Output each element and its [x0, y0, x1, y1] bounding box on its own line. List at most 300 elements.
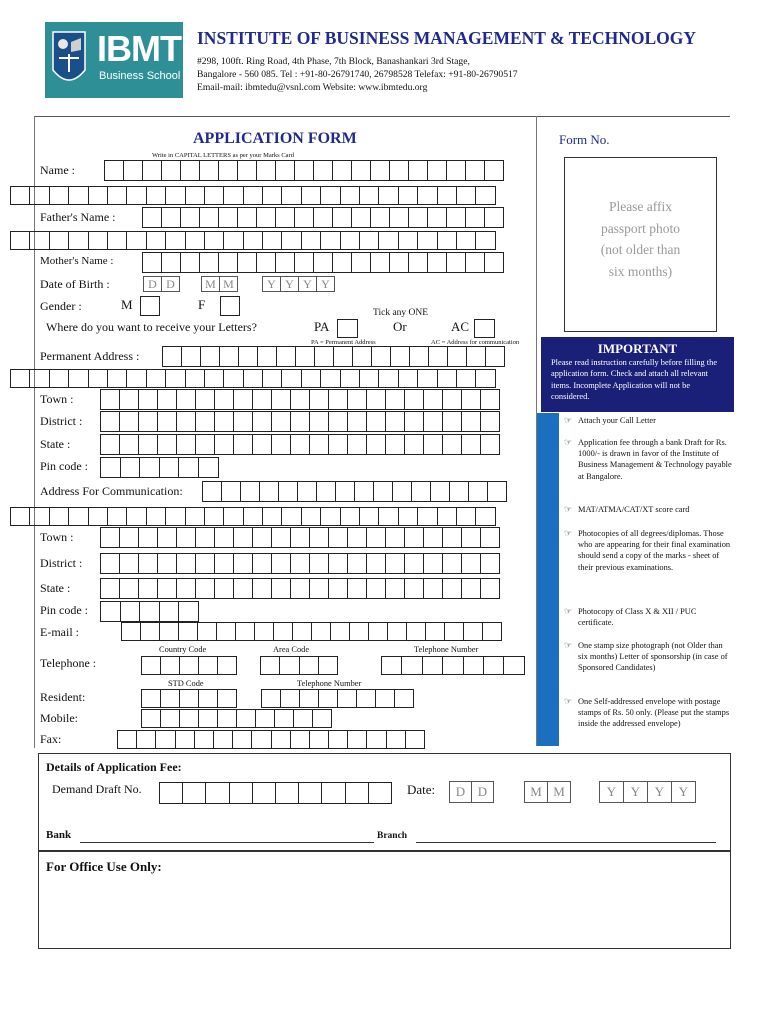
character-box[interactable] [223, 507, 243, 526]
character-box[interactable] [354, 481, 374, 502]
comm-town-boxes[interactable] [100, 527, 499, 548]
character-box[interactable] [461, 553, 481, 574]
character-box[interactable] [320, 231, 340, 250]
character-box[interactable] [165, 231, 185, 250]
character-box[interactable] [88, 369, 108, 388]
character-box[interactable] [271, 730, 291, 749]
character-box[interactable] [295, 346, 315, 367]
character-box[interactable] [198, 457, 219, 478]
character-box[interactable] [332, 207, 352, 228]
permanent-address-boxes-row1[interactable] [162, 346, 504, 367]
character-box[interactable] [194, 730, 214, 749]
character-box[interactable] [260, 656, 280, 675]
character-box[interactable] [199, 252, 219, 273]
character-box[interactable] [251, 730, 271, 749]
character-box[interactable] [119, 411, 139, 432]
character-box[interactable] [119, 389, 139, 410]
character-box[interactable] [126, 186, 146, 205]
character-box[interactable] [398, 507, 418, 526]
character-box[interactable] [214, 411, 234, 432]
state-boxes[interactable] [100, 434, 499, 455]
character-box[interactable] [417, 507, 437, 526]
dob-month-1[interactable]: M [201, 276, 220, 292]
character-box[interactable] [179, 656, 199, 675]
character-box[interactable] [146, 507, 166, 526]
permanent-address-boxes-row2[interactable] [10, 369, 495, 388]
character-box[interactable] [316, 481, 336, 502]
character-box[interactable] [255, 709, 275, 728]
character-box[interactable] [299, 656, 319, 675]
character-box[interactable] [328, 411, 348, 432]
character-box[interactable] [138, 411, 158, 432]
character-box[interactable] [293, 709, 313, 728]
character-box[interactable] [49, 231, 69, 250]
character-box[interactable] [243, 369, 263, 388]
character-box[interactable] [294, 207, 314, 228]
character-box[interactable] [157, 389, 177, 410]
character-box[interactable] [275, 782, 299, 804]
character-box[interactable] [437, 507, 457, 526]
character-box[interactable] [378, 369, 398, 388]
character-box[interactable] [461, 434, 481, 455]
fee-year-1[interactable]: Y [599, 781, 624, 803]
character-box[interactable] [404, 434, 424, 455]
character-box[interactable] [359, 231, 379, 250]
character-box[interactable] [217, 656, 237, 675]
character-box[interactable] [142, 252, 162, 273]
character-box[interactable] [290, 578, 310, 599]
character-box[interactable] [185, 369, 205, 388]
character-box[interactable] [351, 160, 371, 181]
character-box[interactable] [141, 709, 161, 728]
character-box[interactable] [356, 689, 376, 708]
character-box[interactable] [422, 656, 443, 675]
dob-year-2[interactable]: Y [280, 276, 299, 292]
character-box[interactable] [442, 553, 462, 574]
area-code-boxes[interactable] [260, 656, 337, 675]
character-box[interactable] [328, 578, 348, 599]
character-box[interactable] [359, 507, 379, 526]
character-box[interactable] [311, 622, 331, 641]
character-box[interactable] [165, 369, 185, 388]
character-box[interactable] [309, 434, 329, 455]
character-box[interactable] [408, 207, 428, 228]
character-box[interactable] [480, 527, 500, 548]
character-box[interactable] [178, 601, 199, 622]
character-box[interactable] [219, 346, 239, 367]
gender-male-checkbox[interactable] [140, 296, 160, 316]
character-box[interactable] [179, 709, 199, 728]
character-box[interactable] [398, 186, 418, 205]
character-box[interactable] [138, 553, 158, 574]
pincode-boxes[interactable] [100, 457, 218, 478]
character-box[interactable] [100, 527, 120, 548]
character-box[interactable] [475, 369, 495, 388]
character-box[interactable] [100, 434, 120, 455]
character-box[interactable] [243, 186, 263, 205]
character-box[interactable] [428, 346, 448, 367]
character-box[interactable] [271, 411, 291, 432]
character-box[interactable] [198, 689, 218, 708]
character-box[interactable] [119, 553, 139, 574]
character-box[interactable] [366, 434, 386, 455]
character-box[interactable] [475, 507, 495, 526]
character-box[interactable] [466, 346, 486, 367]
fee-year-3[interactable]: Y [647, 781, 672, 803]
fee-month-1[interactable]: M [524, 781, 548, 803]
character-box[interactable] [139, 457, 160, 478]
character-box[interactable] [398, 231, 418, 250]
character-box[interactable] [138, 527, 158, 548]
character-box[interactable] [290, 553, 310, 574]
character-box[interactable] [100, 578, 120, 599]
character-box[interactable] [328, 553, 348, 574]
name-boxes-row1[interactable] [104, 160, 503, 181]
character-box[interactable] [444, 622, 464, 641]
character-box[interactable] [238, 346, 258, 367]
dob-year-4[interactable]: Y [316, 276, 335, 292]
character-box[interactable] [271, 389, 291, 410]
character-box[interactable] [119, 434, 139, 455]
character-box[interactable] [345, 782, 369, 804]
character-box[interactable] [88, 231, 108, 250]
character-box[interactable] [146, 369, 166, 388]
telephone-number-boxes[interactable] [381, 656, 524, 675]
character-box[interactable] [484, 207, 504, 228]
character-box[interactable] [233, 527, 253, 548]
character-box[interactable] [332, 160, 352, 181]
character-box[interactable] [213, 730, 233, 749]
character-box[interactable] [223, 369, 243, 388]
character-box[interactable] [301, 369, 321, 388]
character-box[interactable] [10, 186, 30, 205]
character-box[interactable] [274, 709, 294, 728]
character-box[interactable] [281, 507, 301, 526]
character-box[interactable] [381, 656, 402, 675]
character-box[interactable] [271, 527, 291, 548]
character-box[interactable] [406, 622, 426, 641]
character-box[interactable] [442, 389, 462, 410]
fee-month-2[interactable]: M [547, 781, 571, 803]
character-box[interactable] [233, 553, 253, 574]
character-box[interactable] [442, 578, 462, 599]
character-box[interactable] [29, 231, 49, 250]
character-box[interactable] [321, 782, 345, 804]
character-box[interactable] [237, 207, 257, 228]
character-box[interactable] [146, 231, 166, 250]
character-box[interactable] [179, 689, 199, 708]
character-box[interactable] [340, 369, 360, 388]
character-box[interactable] [68, 369, 88, 388]
character-box[interactable] [276, 346, 296, 367]
character-box[interactable] [484, 252, 504, 273]
character-box[interactable] [146, 186, 166, 205]
character-box[interactable] [195, 578, 215, 599]
character-box[interactable] [107, 507, 127, 526]
character-box[interactable] [195, 389, 215, 410]
character-box[interactable] [178, 457, 199, 478]
character-box[interactable] [312, 709, 332, 728]
character-box[interactable] [252, 782, 276, 804]
character-box[interactable] [309, 553, 329, 574]
character-box[interactable] [371, 346, 391, 367]
character-box[interactable] [480, 411, 500, 432]
character-box[interactable] [100, 457, 121, 478]
character-box[interactable] [161, 207, 181, 228]
character-box[interactable] [347, 527, 367, 548]
character-box[interactable] [423, 578, 443, 599]
character-box[interactable] [119, 527, 139, 548]
character-box[interactable] [107, 231, 127, 250]
character-box[interactable] [29, 507, 49, 526]
character-box[interactable] [88, 186, 108, 205]
character-box[interactable] [256, 252, 276, 273]
character-box[interactable] [200, 346, 220, 367]
character-box[interactable] [487, 481, 507, 502]
character-box[interactable] [107, 186, 127, 205]
character-box[interactable] [437, 369, 457, 388]
character-box[interactable] [138, 434, 158, 455]
character-box[interactable] [301, 507, 321, 526]
character-box[interactable] [252, 434, 272, 455]
character-box[interactable] [456, 369, 476, 388]
father-name-boxes-row1[interactable] [142, 207, 503, 228]
character-box[interactable] [243, 507, 263, 526]
character-box[interactable] [347, 434, 367, 455]
character-box[interactable] [165, 186, 185, 205]
name-boxes-row2[interactable] [10, 186, 495, 205]
character-box[interactable] [217, 689, 237, 708]
character-box[interactable] [262, 507, 282, 526]
character-box[interactable] [237, 252, 257, 273]
character-box[interactable] [252, 411, 272, 432]
character-box[interactable] [375, 689, 395, 708]
character-box[interactable] [157, 527, 177, 548]
character-box[interactable] [480, 578, 500, 599]
character-box[interactable] [318, 689, 338, 708]
character-box[interactable] [195, 434, 215, 455]
character-box[interactable] [482, 622, 502, 641]
demand-draft-boxes[interactable] [159, 782, 391, 804]
character-box[interactable] [298, 782, 322, 804]
character-box[interactable] [233, 434, 253, 455]
character-box[interactable] [202, 481, 222, 502]
character-box[interactable] [389, 252, 409, 273]
character-box[interactable] [281, 186, 301, 205]
character-box[interactable] [217, 709, 237, 728]
character-box[interactable] [252, 389, 272, 410]
character-box[interactable] [347, 389, 367, 410]
character-box[interactable] [411, 481, 431, 502]
country-code-boxes[interactable] [141, 656, 236, 675]
character-box[interactable] [446, 252, 466, 273]
character-box[interactable] [328, 389, 348, 410]
character-box[interactable] [442, 411, 462, 432]
character-box[interactable] [337, 689, 357, 708]
character-box[interactable] [437, 231, 457, 250]
character-box[interactable] [320, 369, 340, 388]
character-box[interactable] [427, 252, 447, 273]
character-box[interactable] [262, 369, 282, 388]
character-box[interactable] [252, 527, 272, 548]
character-box[interactable] [456, 231, 476, 250]
character-box[interactable] [240, 481, 260, 502]
character-box[interactable] [157, 578, 177, 599]
comm-state-boxes[interactable] [100, 578, 499, 599]
character-box[interactable] [68, 507, 88, 526]
character-box[interactable] [370, 252, 390, 273]
character-box[interactable] [162, 346, 182, 367]
town-boxes[interactable] [100, 389, 499, 410]
character-box[interactable] [195, 553, 215, 574]
character-box[interactable] [480, 389, 500, 410]
character-box[interactable] [252, 553, 272, 574]
character-box[interactable] [385, 411, 405, 432]
character-box[interactable] [236, 709, 256, 728]
fee-year-4[interactable]: Y [671, 781, 696, 803]
character-box[interactable] [280, 689, 300, 708]
character-box[interactable] [368, 622, 388, 641]
character-box[interactable] [100, 411, 120, 432]
character-box[interactable] [366, 578, 386, 599]
dob-year-3[interactable]: Y [298, 276, 317, 292]
character-box[interactable] [49, 369, 69, 388]
character-box[interactable] [463, 656, 484, 675]
bank-input-line[interactable] [80, 842, 374, 843]
character-box[interactable] [465, 160, 485, 181]
character-box[interactable] [290, 434, 310, 455]
character-box[interactable] [262, 231, 282, 250]
character-box[interactable] [178, 622, 198, 641]
character-box[interactable] [142, 160, 162, 181]
character-box[interactable] [100, 553, 120, 574]
character-box[interactable] [214, 553, 234, 574]
character-box[interactable] [195, 411, 215, 432]
character-box[interactable] [175, 730, 195, 749]
character-box[interactable] [401, 656, 422, 675]
character-box[interactable] [214, 434, 234, 455]
character-box[interactable] [368, 782, 392, 804]
character-box[interactable] [335, 481, 355, 502]
character-box[interactable] [159, 601, 180, 622]
character-box[interactable] [197, 622, 217, 641]
character-box[interactable] [185, 507, 205, 526]
character-box[interactable] [318, 656, 338, 675]
character-box[interactable] [427, 160, 447, 181]
dob-day-1[interactable]: D [143, 276, 162, 292]
character-box[interactable] [107, 369, 127, 388]
character-box[interactable] [243, 231, 263, 250]
character-box[interactable] [330, 622, 350, 641]
character-box[interactable] [405, 730, 425, 749]
character-box[interactable] [198, 656, 218, 675]
character-box[interactable] [138, 578, 158, 599]
character-box[interactable] [185, 186, 205, 205]
dob-month-boxes[interactable] [201, 276, 238, 292]
character-box[interactable] [461, 411, 481, 432]
character-box[interactable] [483, 656, 504, 675]
character-box[interactable] [123, 160, 143, 181]
character-box[interactable] [140, 622, 160, 641]
character-box[interactable] [223, 186, 243, 205]
character-box[interactable] [49, 507, 69, 526]
character-box[interactable] [359, 186, 379, 205]
character-box[interactable] [301, 231, 321, 250]
character-box[interactable] [332, 252, 352, 273]
character-box[interactable] [404, 527, 424, 548]
character-box[interactable] [68, 186, 88, 205]
character-box[interactable] [297, 481, 317, 502]
character-box[interactable] [141, 689, 161, 708]
character-box[interactable] [423, 411, 443, 432]
character-box[interactable] [204, 231, 224, 250]
character-box[interactable] [484, 160, 504, 181]
character-box[interactable] [292, 622, 312, 641]
character-box[interactable] [408, 160, 428, 181]
character-box[interactable] [320, 186, 340, 205]
character-box[interactable] [347, 553, 367, 574]
character-box[interactable] [121, 622, 141, 641]
character-box[interactable] [204, 369, 224, 388]
character-box[interactable] [126, 369, 146, 388]
character-box[interactable] [373, 481, 393, 502]
character-box[interactable] [120, 601, 141, 622]
mother-name-boxes[interactable] [142, 252, 503, 273]
character-box[interactable] [340, 231, 360, 250]
character-box[interactable] [157, 553, 177, 574]
character-box[interactable] [218, 207, 238, 228]
character-box[interactable] [273, 622, 293, 641]
character-box[interactable] [271, 434, 291, 455]
character-box[interactable] [160, 709, 180, 728]
character-box[interactable] [475, 231, 495, 250]
character-box[interactable] [254, 622, 274, 641]
fee-date-day[interactable] [449, 781, 494, 803]
character-box[interactable] [180, 252, 200, 273]
character-box[interactable] [417, 231, 437, 250]
character-box[interactable] [126, 507, 146, 526]
character-box[interactable] [259, 481, 279, 502]
character-box[interactable] [328, 527, 348, 548]
dob-day-2[interactable]: D [161, 276, 180, 292]
character-box[interactable] [299, 689, 319, 708]
character-box[interactable] [275, 252, 295, 273]
character-box[interactable] [281, 369, 301, 388]
branch-input-line[interactable] [416, 842, 716, 843]
pa-checkbox[interactable] [337, 319, 358, 338]
character-box[interactable] [446, 160, 466, 181]
character-box[interactable] [160, 689, 180, 708]
character-box[interactable] [221, 481, 241, 502]
dob-day-boxes[interactable] [143, 276, 180, 292]
character-box[interactable] [199, 207, 219, 228]
character-box[interactable] [29, 369, 49, 388]
character-box[interactable] [313, 252, 333, 273]
character-box[interactable] [119, 578, 139, 599]
character-box[interactable] [139, 601, 160, 622]
district-boxes[interactable] [100, 411, 499, 432]
character-box[interactable] [456, 186, 476, 205]
character-box[interactable] [281, 231, 301, 250]
character-box[interactable] [256, 160, 276, 181]
dob-year-boxes[interactable] [262, 276, 335, 292]
character-box[interactable] [404, 578, 424, 599]
character-box[interactable] [88, 507, 108, 526]
character-box[interactable] [480, 434, 500, 455]
character-box[interactable] [157, 411, 177, 432]
character-box[interactable] [423, 527, 443, 548]
character-box[interactable] [446, 207, 466, 228]
